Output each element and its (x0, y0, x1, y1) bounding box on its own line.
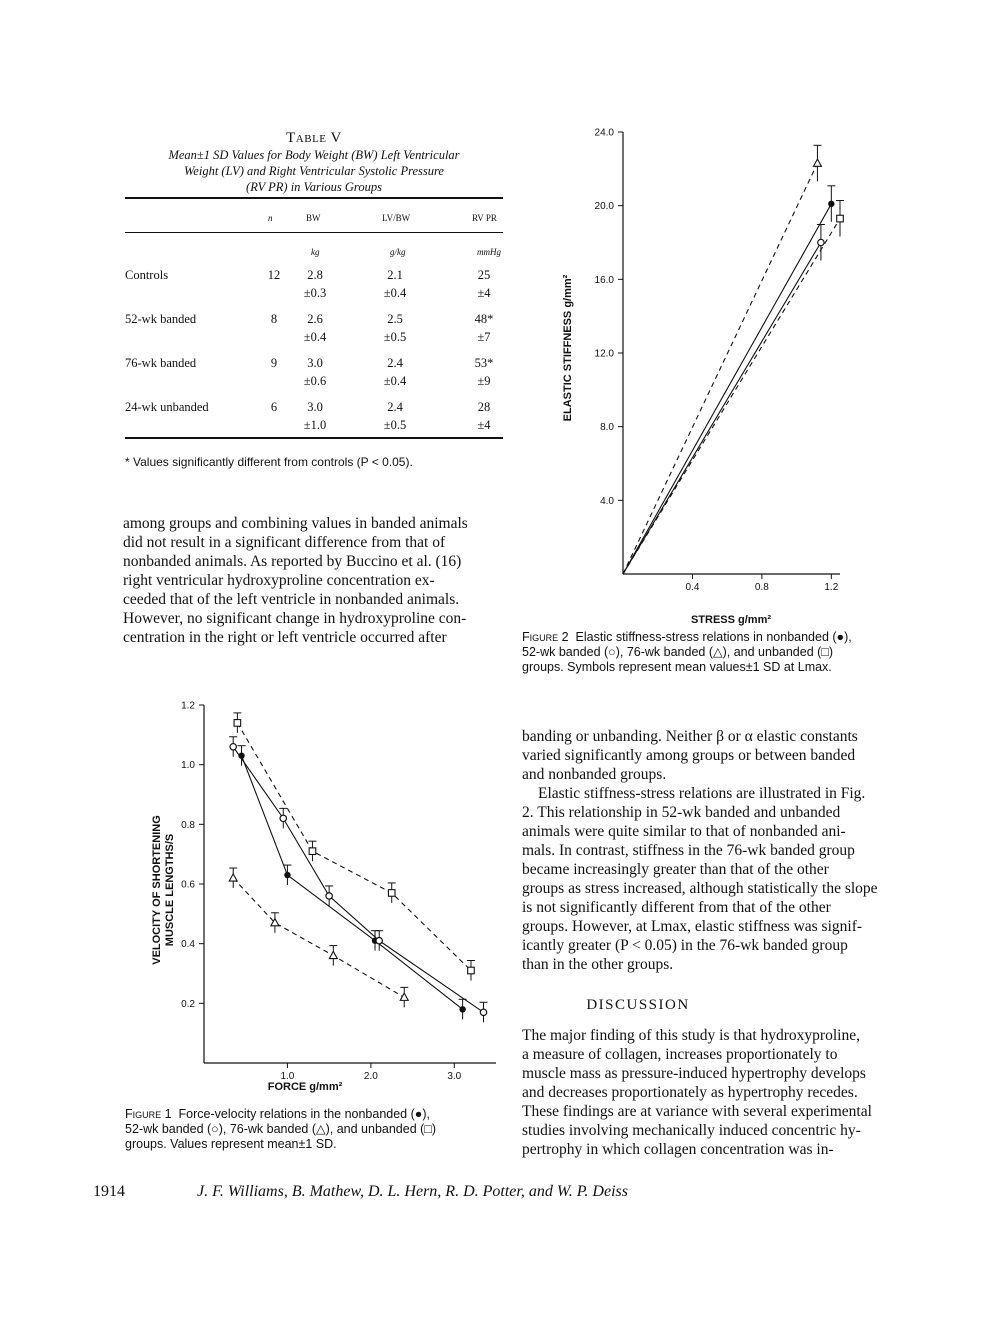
series-line (233, 747, 483, 1013)
open-circle-point (818, 239, 824, 245)
table-cell-rvpr: 25 (477, 268, 491, 282)
table-footnote: * Values significantly different from controls (P < 0.05). (125, 455, 413, 469)
triangle-point (400, 993, 408, 1000)
table-cell-lvbw: 2.5 (387, 312, 403, 326)
text-line: than in the other groups. (522, 956, 674, 973)
table-cell-lvbw: 2.4 (387, 400, 403, 414)
y-axis-label: ELASTIC STIFFNESS g/mm² (562, 274, 574, 422)
table-cell-lvbw-sd: ±0.4 (383, 374, 407, 388)
series-line (623, 219, 840, 574)
table-cell-rvpr-sd: ±4 (477, 286, 491, 300)
table-cell-bw: 2.6 (307, 312, 323, 326)
table-cell-rvpr: 53* (474, 356, 494, 370)
triangle-point (813, 159, 821, 166)
figure2-caption-line-3: groups. Symbols represent mean values±1 SD at Lmax. (522, 660, 832, 674)
table-cell-bw-sd: ±0.6 (303, 374, 327, 388)
square-point (388, 890, 395, 897)
table-cell-n: 6 (270, 400, 278, 414)
text-line: groups as stress increased, although statistically the slope (522, 880, 878, 897)
series-line (623, 204, 831, 574)
y-tick-label: 0.8 (181, 819, 195, 831)
text-line: nonbanded animals. As reported by Buccino et al. (16) (123, 553, 462, 570)
left-body-text (123, 514, 505, 647)
x-tick-label: 0.8 (754, 582, 769, 593)
text-line: 2. This relationship in 52-wk banded and unbanded (522, 804, 841, 821)
table-cell-bw: 3.0 (307, 356, 323, 370)
text-line: icantly greater (P < 0.05) in the 76-wk banded group (522, 937, 848, 954)
table-top-rule (125, 197, 503, 199)
y-axis-label-line-2: MUSCLE LENGTHS/S (164, 833, 176, 947)
footer-authors: J. F. Williams, B. Mathew, D. L. Hern, R. D. Potter, and W. P. Deiss (197, 1183, 628, 1200)
open-circle-point (480, 1009, 486, 1015)
text-line: banding or unbanding. Neither β or α elastic constants (522, 728, 858, 745)
filled-circle-point (828, 201, 834, 207)
y-tick-label: 24.0 (594, 127, 614, 139)
y-tick-label: 16.0 (594, 274, 614, 286)
series-line (623, 163, 817, 574)
table-row-label: 76-wk banded (125, 356, 197, 370)
table-unit-rvpr: mmHg (477, 247, 501, 257)
y-tick-label: 8.0 (600, 422, 614, 434)
table-cell-bw: 3.0 (307, 400, 323, 414)
text-line: centration in the right or left ventricle occurred after (123, 629, 447, 646)
filled-circle-point (284, 872, 290, 878)
x-tick-label: 2.0 (363, 1071, 378, 1082)
series-line (623, 243, 821, 575)
x-axis-label: FORCE g/mm² (267, 1081, 343, 1093)
table-label: Table V (286, 130, 342, 146)
table-cell-bw-sd: ±0.3 (303, 286, 327, 300)
table-header-bw: BW (306, 213, 321, 223)
series-line (242, 756, 463, 1010)
y-tick-label: 0.6 (181, 879, 195, 891)
text-line: and decreases proportionately as hypertrophy recedes. (522, 1084, 858, 1101)
table-unit-bw: kg (311, 247, 320, 257)
table-title-block (125, 130, 503, 195)
figure1-caption-line-1: Force-velocity relations in the nonbanded (●), (178, 1107, 430, 1121)
table-caption-line-2: Weight (LV) and Right Ventricular Systolic Pressure (184, 164, 444, 178)
table-row-label: 24-wk unbanded (125, 400, 209, 414)
triangle-point (329, 951, 337, 958)
table-cell-rvpr-sd: ±9 (477, 374, 491, 388)
square-point (234, 720, 241, 727)
figure1-chart (130, 690, 510, 1100)
x-tick-label: 1.2 (824, 582, 839, 593)
text-line: became increasingly greater than that of the other (522, 861, 829, 878)
y-tick-label: 0.4 (181, 939, 195, 951)
table-cell-bw: 2.8 (307, 268, 323, 282)
table-header-rule (125, 232, 503, 233)
figure1-caption-line-2: 52-wk banded (○), 76-wk banded (△), and unbanded (□) (125, 1122, 436, 1136)
table-cell-lvbw-sd: ±0.5 (383, 330, 407, 344)
text-line: The major finding of this study is that hydroxyproline, (522, 1027, 860, 1044)
triangle-point (229, 874, 237, 881)
open-circle-point (230, 744, 236, 750)
y-tick-label: 1.2 (181, 700, 195, 712)
x-tick-label: 0.4 (685, 582, 700, 593)
table-cell-rvpr-sd: ±7 (477, 330, 491, 344)
text-line: among groups and combining values in banded animals (123, 515, 468, 532)
open-circle-point (376, 937, 382, 943)
figure1-caption-line-3: groups. Values represent mean±1 SD. (125, 1137, 337, 1151)
series-line (237, 723, 471, 971)
table-unit-lvbw: g/kg (390, 247, 406, 257)
table-cell-n: 8 (270, 312, 278, 326)
section-heading: DISCUSSION (586, 997, 690, 1013)
table-row-label: Controls (125, 268, 169, 282)
table-cell-lvbw-sd: ±0.5 (383, 418, 407, 432)
y-tick-label: 20.0 (594, 201, 614, 213)
y-tick-label: 1.0 (181, 760, 195, 772)
text-line: groups. However, at Lmax, elastic stiffness was signif- (522, 918, 863, 935)
table-cell-lvbw-sd: ±0.4 (383, 286, 407, 300)
table-cell-rvpr-sd: ±4 (477, 418, 491, 432)
table-cell-rvpr: 48* (474, 312, 494, 326)
x-tick-label: 1.0 (280, 1071, 295, 1082)
table-caption-line-3: (RV PR) in Various Groups (246, 180, 382, 194)
text-line: ceeded that of the left ventricle in nonbanded animals. (123, 591, 460, 608)
right-body-text-1 (522, 727, 904, 974)
figure2-caption-line-2: 52-wk banded (○), 76-wk banded (△), and unbanded (□) (522, 645, 833, 659)
table-cell-lvbw: 2.4 (387, 356, 403, 370)
table-row-label: 52-wk banded (125, 312, 197, 326)
square-point (309, 848, 316, 855)
page-number: 1914 (93, 1183, 125, 1200)
text-line: did not result in a significant difference from that of (123, 534, 446, 551)
table-cell-n: 9 (270, 356, 278, 370)
table-header-lvbw: LV/BW (382, 213, 411, 223)
x-axis-label: STRESS g/mm² (690, 614, 772, 626)
text-line: However, no significant change in hydroxyproline con- (123, 610, 467, 627)
y-axis-label-line-1: VELOCITY OF SHORTENING (151, 815, 163, 965)
square-point (468, 967, 475, 974)
figure1-caption (125, 1107, 505, 1152)
figure2-caption (522, 630, 904, 675)
y-tick-label: 0.2 (181, 998, 195, 1010)
table-header-n: n (268, 213, 273, 223)
open-circle-point (280, 815, 286, 821)
square-point (837, 215, 844, 222)
text-line: muscle mass as pressure-induced hypertrophy develops (522, 1065, 866, 1082)
right-body-text-3 (522, 1026, 904, 1159)
table-header-rvpr: RV PR (472, 213, 497, 223)
text-line: right ventricular hydroxyproline concentration ex- (123, 572, 435, 589)
text-line: pertrophy in which collagen concentration was in- (522, 1141, 834, 1158)
table-bottom-rule (125, 437, 503, 439)
table-cell-lvbw: 2.1 (387, 268, 403, 282)
figure2-chart (545, 118, 885, 633)
figure2-caption-label: Figure 2 (522, 630, 569, 644)
table-cell-bw-sd: ±0.4 (303, 330, 327, 344)
x-tick-label: 3.0 (447, 1071, 462, 1082)
table-cell-rvpr: 28 (477, 400, 491, 414)
text-line: studies involving mechanically induced concentric hy- (522, 1122, 861, 1139)
table-cell-bw-sd: ±1.0 (303, 418, 327, 432)
filled-circle-point (459, 1006, 465, 1012)
text-line: is not significantly different from that of the other (522, 899, 831, 916)
text-line: Elastic stiffness-stress relations are illustrated in Fig. (538, 785, 866, 802)
figure2-caption-line-1: Elastic stiffness-stress relations in nonbanded (●), (575, 630, 852, 644)
text-line: These findings are at variance with several experimental (522, 1103, 872, 1120)
open-circle-point (326, 893, 332, 899)
text-line: varied significantly among groups or between banded (522, 747, 856, 764)
table-cell-n: 12 (267, 268, 281, 282)
text-line: and nonbanded groups. (522, 766, 667, 783)
text-line: a measure of collagen, increases proportionately to (522, 1046, 838, 1063)
table-caption-line-1: Mean±1 SD Values for Body Weight (BW) Left Ventricular (168, 148, 460, 162)
text-line: animals were quite similar to that of nonbanded ani- (522, 823, 846, 840)
text-line: mals. In contrast, stiffness in the 76-wk banded group (522, 842, 855, 859)
y-tick-label: 12.0 (594, 348, 614, 360)
y-tick-label: 4.0 (600, 495, 614, 507)
figure1-caption-label: Figure 1 (125, 1107, 172, 1121)
